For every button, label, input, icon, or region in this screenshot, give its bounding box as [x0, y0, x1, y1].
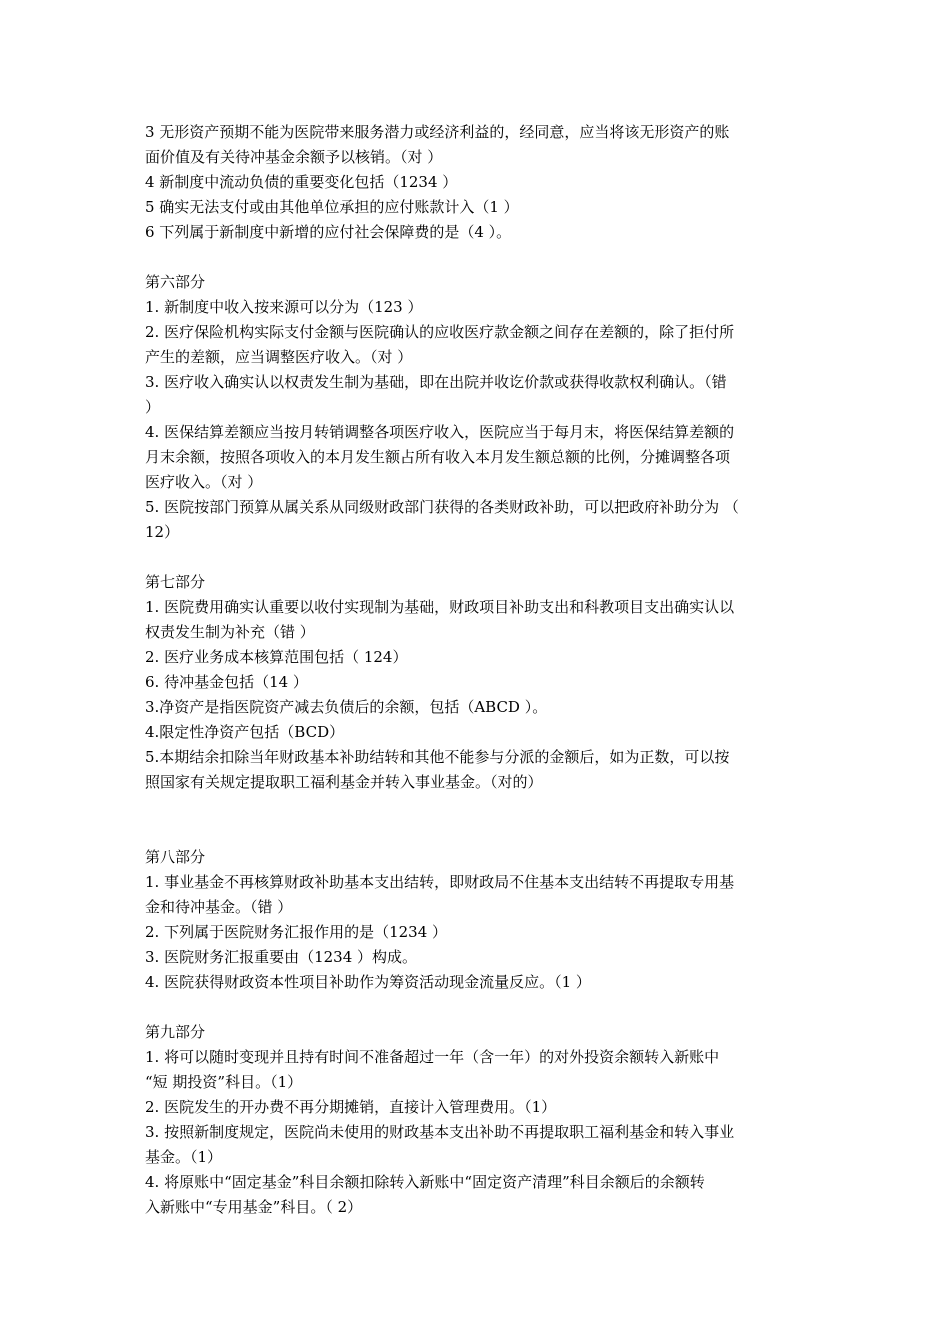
- text-line: 2. 医疗保险机构实际支付金额与医院确认的应收医疗款金额之间存在差额的，除了拒付所: [145, 323, 735, 341]
- spacer: [145, 545, 809, 570]
- spacer: [145, 995, 809, 1020]
- text-line: 2. 医疗业务成本核算范围包括（ 124）: [145, 648, 408, 666]
- text-line: 3 无形资产预期不能为医院带来服务潜力或经济利益的，经同意，应当将该无形资产的账: [145, 123, 730, 141]
- text-line: 4.限定性净资产包括（BCD）: [145, 723, 345, 741]
- text-line: 1. 新制度中收入按来源可以分为（123 ）: [145, 298, 423, 316]
- text-line: 月末余额，按照各项收入的本月发生额占所有收入本月发生额总额的比例，分摊调整各项: [145, 448, 731, 466]
- section-8: [145, 845, 809, 995]
- text-line: 2. 医院发生的开办费不再分期摊销，直接计入管理费用。（1）: [145, 1098, 557, 1116]
- text-line: 6. 待冲基金包括（14 ）: [145, 673, 308, 691]
- text-line: 12）: [145, 523, 180, 541]
- section-title: 第七部分: [145, 573, 206, 591]
- text-line: 权责发生制为补充（错 ）: [145, 623, 315, 641]
- section-9: [145, 1020, 809, 1220]
- text-line: 基金。（1）: [145, 1148, 223, 1166]
- text-line: 照国家有关规定提取职工福利基金并转入事业基金。（对的）: [145, 773, 543, 791]
- section-7: [145, 570, 809, 795]
- section-title: 第九部分: [145, 1023, 206, 1041]
- text-line: ）: [145, 398, 161, 416]
- text-line: 3. 医疗收入确实认以权责发生制为基础，即在出院并收讫价款或获得收款权利确认。（错: [145, 373, 727, 391]
- text-line: “短 期投资”科目。（1）: [145, 1073, 303, 1091]
- text-line: 6 下列属于新制度中新增的应付社会保障费的是（4 ）。: [145, 223, 512, 241]
- text-line: 医疗收入。（对 ）: [145, 473, 263, 491]
- text-line: 3. 医院财务汇报重要由（1234 ）构成。: [145, 948, 418, 966]
- spacer: [145, 795, 809, 845]
- text-line: 5 确实无法支付或由其他单位承担的应付账款计入（1 ）: [145, 198, 519, 216]
- section-title: 第六部分: [145, 273, 206, 291]
- text-line: 1. 将可以随时变现并且持有时间不准备超过一年（含一年）的对外投资余额转入新账中: [145, 1048, 720, 1066]
- text-line: 1. 事业基金不再核算财政补助基本支出结转，即财政局不住基本支出结转不再提取专用基: [145, 873, 735, 891]
- text-line: 1. 医院费用确实认重要以收付实现制为基础，财政项目补助支出和科教项目支出确实认以: [145, 598, 735, 616]
- text-line: 5.本期结余扣除当年财政基本补助结转和其他不能参与分派的金额后，如为正数，可以按: [145, 748, 730, 766]
- section-6: [145, 270, 809, 545]
- text-line: 入新账中“专用基金”科目。（ 2）: [145, 1198, 363, 1216]
- text-line: 3.净资产是指医院资产减去负债后的余额，包括（ABCD ）。: [145, 698, 548, 716]
- text-line: 金和待冲基金。（错 ）: [145, 898, 293, 916]
- text-line: 5. 医院按部门预算从属关系从同级财政部门获得的各类财政补助，可以把政府补助分为 （: [145, 498, 739, 516]
- spacer: [145, 245, 809, 270]
- document-body: [145, 120, 809, 1220]
- text-line: 产生的差额，应当调整医疗收入。（对 ）: [145, 348, 413, 366]
- text-line: 3. 按照新制度规定，医院尚未使用的财政基本支出补助不再提取职工福利基金和转入事业: [145, 1123, 735, 1141]
- text-line: 4. 将原账中“固定基金”科目余额扣除转入新账中“固定资产清理”科目余额后的余额转: [145, 1173, 705, 1191]
- intro-block: [145, 120, 809, 245]
- text-line: 4. 医保结算差额应当按月转销调整各项医疗收入，医院应当于每月末，将医保结算差额的: [145, 423, 735, 441]
- text-line: 4 新制度中流动负债的重要变化包括（1234 ）: [145, 173, 458, 191]
- text-line: 4. 医院获得财政资本性项目补助作为筹资活动现金流量反应。（1 ）: [145, 973, 591, 991]
- text-line: 面价值及有关待冲基金余额予以核销。（对 ）: [145, 148, 443, 166]
- section-title: 第八部分: [145, 848, 206, 866]
- text-line: 2. 下列属于医院财务汇报作用的是（1234 ）: [145, 923, 448, 941]
